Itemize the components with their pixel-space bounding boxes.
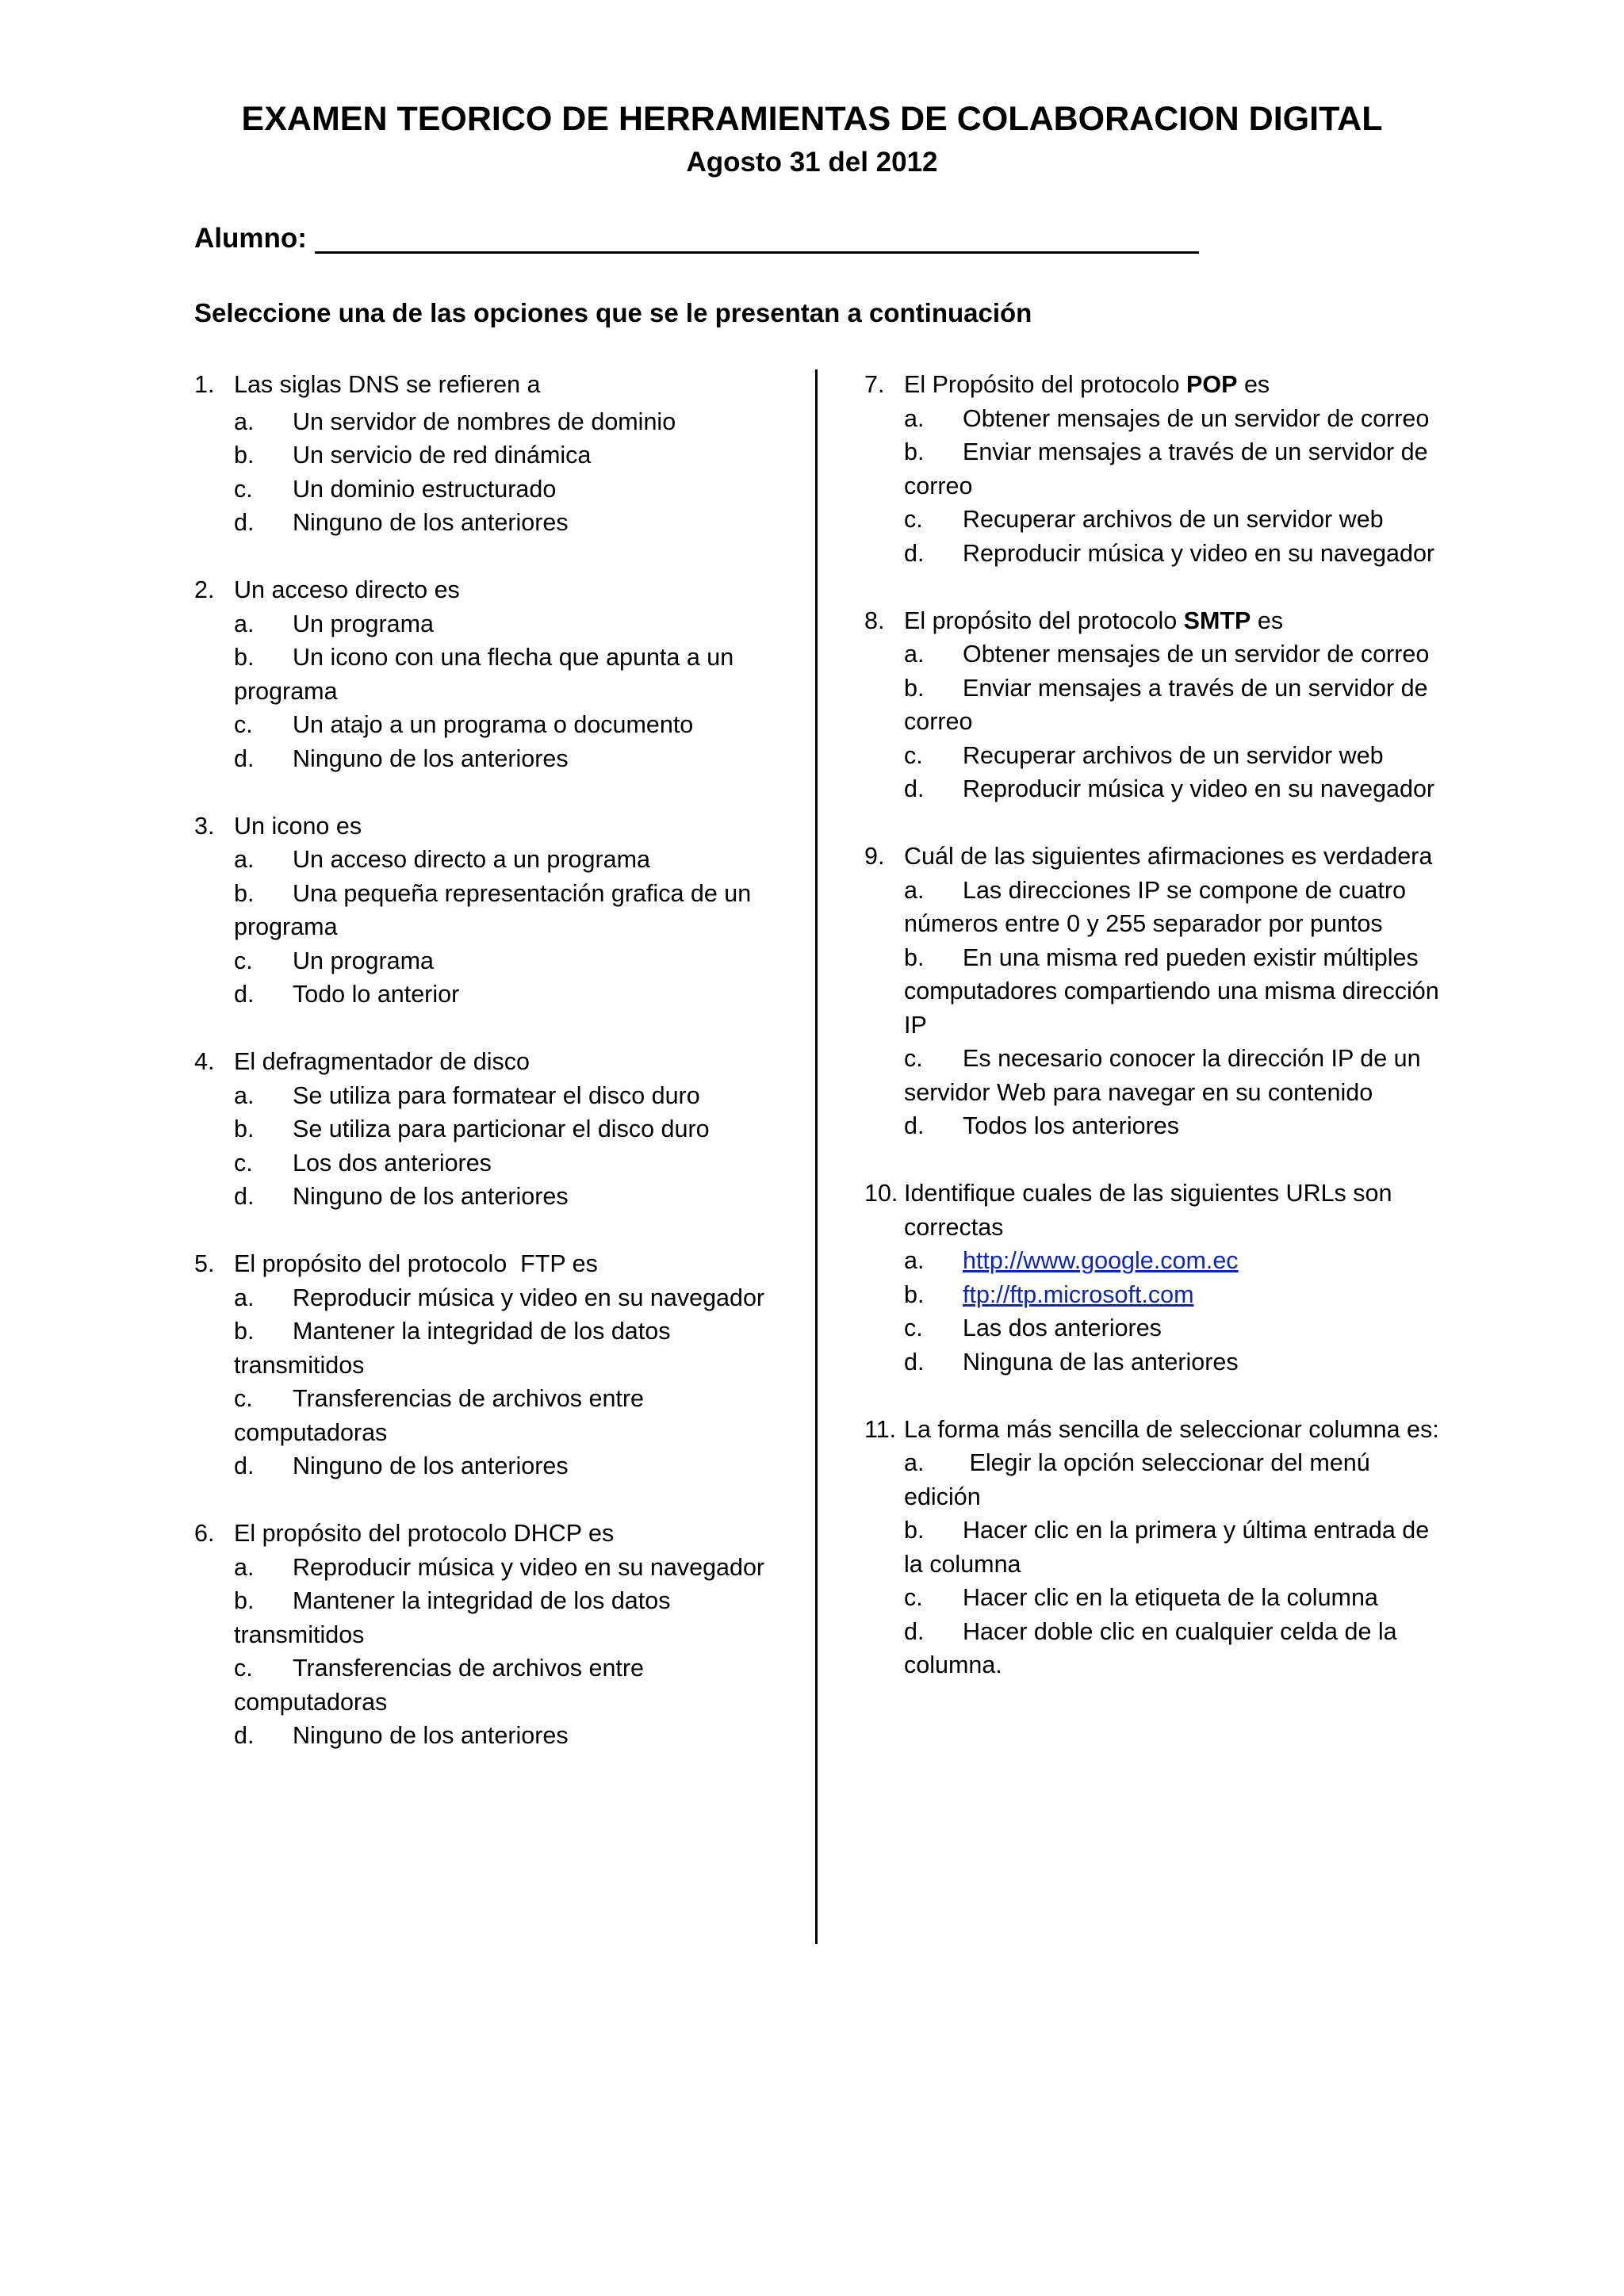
- option-text: Un acceso directo a un programa: [293, 846, 650, 873]
- option-letter: b.: [904, 438, 925, 465]
- student-label: Alumno:: [194, 223, 307, 254]
- option-letter: d.: [234, 981, 255, 1008]
- question-text: Identifique cuales de las siguientes URLs son correctas: [904, 1180, 1392, 1241]
- option-b[interactable]: [234, 1314, 793, 1382]
- option-d[interactable]: [234, 1449, 793, 1483]
- instructions: Seleccione una de las opciones que se le presentan a continuación: [194, 298, 1032, 327]
- question-number: 9.: [864, 843, 885, 870]
- option-letter: a.: [904, 404, 925, 432]
- question-number: 3.: [194, 812, 215, 840]
- question-10: [864, 1177, 1451, 1379]
- option-c[interactable]: [234, 944, 793, 978]
- question-text-part: es: [1237, 371, 1270, 398]
- option-b[interactable]: [234, 877, 793, 944]
- option-d[interactable]: [904, 772, 1451, 806]
- option-text: Obtener mensajes de un servidor de correo: [963, 404, 1430, 432]
- option-text: Transferencias de archivos entre computadoras: [234, 1655, 645, 1716]
- option-text: Las direcciones IP se compone de cuatro números entre 0 y 255 separador por puntos: [904, 876, 1406, 937]
- option-d[interactable]: [904, 1615, 1451, 1682]
- option-b[interactable]: [904, 941, 1451, 1043]
- option-text: Mantener la integridad de los datos transmitidos: [234, 1318, 671, 1379]
- question-text: La forma más sencilla de seleccionar columna es:: [904, 1415, 1439, 1443]
- option-letter: b.: [234, 644, 255, 671]
- question-text: [904, 604, 1451, 638]
- option-d[interactable]: [234, 1719, 793, 1753]
- question-11: [864, 1413, 1451, 1682]
- question-number: 10.: [864, 1180, 898, 1207]
- question-9: [864, 840, 1451, 1143]
- option-c[interactable]: [904, 1042, 1451, 1109]
- question-7: [864, 368, 1451, 570]
- option-text: Las dos anteriores: [963, 1314, 1162, 1341]
- option-letter: a.: [234, 408, 255, 435]
- option-a[interactable]: [234, 1281, 793, 1315]
- option-text: Un servidor de nombres de dominio: [293, 408, 676, 435]
- option-text: Todos los anteriores: [963, 1112, 1179, 1139]
- question-text: Un acceso directo es: [234, 576, 460, 603]
- option-c[interactable]: [904, 503, 1451, 537]
- option-letter: d.: [904, 775, 925, 802]
- option-text: Hacer clic en la primera y última entrada de la columna: [904, 1517, 1430, 1578]
- question-number: 11.: [864, 1415, 897, 1443]
- option-d[interactable]: [904, 1345, 1451, 1380]
- option-letter: d.: [904, 539, 925, 567]
- option-text: Ninguno de los anteriores: [293, 1183, 569, 1210]
- question-text-part: El propósito del protocolo: [904, 607, 1184, 634]
- option-text: Reproducir música y video en su navegador: [293, 1553, 765, 1581]
- option-b[interactable]: [234, 438, 793, 473]
- option-letter: c.: [234, 475, 253, 503]
- option-letter: b.: [904, 1517, 925, 1544]
- option-c[interactable]: [234, 473, 793, 507]
- question-text: Un icono es: [234, 812, 362, 840]
- option-a[interactable]: [904, 1446, 1451, 1513]
- option-text: Un servicio de red dinámica: [293, 442, 592, 469]
- option-letter: a.: [904, 641, 925, 668]
- option-letter: c.: [904, 1314, 923, 1341]
- option-text: Un programa: [293, 610, 434, 637]
- option-text: Ninguno de los anteriores: [293, 744, 569, 772]
- option-text: Reproducir música y video en su navegador: [293, 1284, 765, 1311]
- question-2: [194, 573, 793, 775]
- question-text: El propósito del protocolo DHCP es: [234, 1520, 615, 1547]
- option-text: Ninguno de los anteriores: [293, 1722, 569, 1749]
- option-c[interactable]: [234, 708, 793, 742]
- option-a[interactable]: [904, 402, 1451, 436]
- option-letter: d.: [234, 1722, 255, 1749]
- option-letter: b.: [234, 1318, 255, 1345]
- option-letter: c.: [234, 1385, 253, 1412]
- option-text: Recuperar archivos de un servidor web: [963, 506, 1384, 533]
- question-text: Las siglas DNS se refieren a: [234, 371, 541, 398]
- option-a[interactable]: [234, 843, 793, 877]
- question-8: [864, 604, 1451, 806]
- option-letter: b.: [904, 674, 925, 702]
- option-text: Un programa: [293, 947, 434, 974]
- option-letter: c.: [234, 1149, 253, 1177]
- option-a[interactable]: [234, 1551, 793, 1585]
- question-number: 4.: [194, 1048, 215, 1075]
- option-letter: d.: [904, 1617, 925, 1645]
- option-b[interactable]: [904, 435, 1451, 503]
- option-text: Hacer clic en la etiqueta de la columna: [963, 1584, 1378, 1611]
- option-a[interactable]: [234, 405, 793, 439]
- option-text: Un icono con una flecha que apunta a un programa: [234, 644, 734, 705]
- option-b[interactable]: [234, 1584, 793, 1651]
- option-letter: d.: [234, 509, 255, 536]
- option-d[interactable]: [234, 506, 793, 540]
- option-text: Ninguna de las anteriores: [963, 1348, 1239, 1376]
- option-text: Un dominio estructurado: [293, 475, 557, 503]
- question-text-part: El Propósito del protocolo: [904, 371, 1187, 398]
- question-number: 5.: [194, 1250, 215, 1277]
- option-letter: a.: [234, 1553, 255, 1581]
- question-3: [194, 809, 793, 1012]
- microsoft-ftp-link[interactable]: ftp://ftp.microsoft.com: [963, 1280, 1194, 1308]
- option-c[interactable]: [234, 1382, 793, 1449]
- question-number: 2.: [194, 576, 215, 603]
- option-letter: a.: [904, 876, 925, 904]
- option-letter: b.: [234, 879, 255, 907]
- question-text: El defragmentador de disco: [234, 1048, 530, 1075]
- option-letter: c.: [904, 741, 923, 769]
- option-b[interactable]: [904, 1513, 1451, 1581]
- question-number: 7.: [864, 371, 885, 398]
- option-a[interactable]: [234, 607, 793, 641]
- option-d[interactable]: [904, 1109, 1451, 1143]
- question-text: El propósito del protocolo FTP es: [234, 1250, 598, 1277]
- option-text: Enviar mensajes a través de un servidor de correo: [904, 438, 1428, 499]
- option-b[interactable]: [234, 641, 793, 708]
- option-letter: c.: [234, 711, 253, 738]
- question-number: 8.: [864, 607, 885, 634]
- option-letter: d.: [234, 744, 255, 772]
- option-text: Recuperar archivos de un servidor web: [963, 741, 1384, 769]
- option-letter: a.: [234, 846, 255, 873]
- option-d[interactable]: [234, 1180, 793, 1214]
- option-text: Hacer doble clic en cualquier celda de la columna.: [904, 1617, 1397, 1678]
- option-a[interactable]: [904, 637, 1451, 672]
- option-text: Una pequeña representación grafica de un programa: [234, 879, 752, 940]
- option-letter: b.: [234, 1587, 255, 1614]
- option-letter: a.: [904, 1247, 925, 1274]
- option-letter: d.: [904, 1348, 925, 1376]
- option-letter: c.: [234, 947, 253, 974]
- option-b[interactable]: [904, 1278, 1451, 1312]
- option-letter: c.: [904, 1584, 923, 1611]
- student-name-line[interactable]: [315, 220, 1199, 254]
- option-letter: c.: [904, 506, 923, 533]
- option-text: Reproducir música y video en su navegador: [963, 775, 1435, 802]
- question-number: 1.: [194, 371, 215, 398]
- google-url-link[interactable]: http://www.google.com.ec: [963, 1247, 1239, 1274]
- option-text: Reproducir música y video en su navegador: [963, 539, 1435, 567]
- option-text: Se utiliza para particionar el disco duro: [293, 1115, 710, 1142]
- option-text: Enviar mensajes a través de un servidor de correo: [904, 674, 1428, 735]
- option-c[interactable]: [234, 1146, 793, 1181]
- option-letter: a.: [234, 610, 255, 637]
- option-d[interactable]: [234, 978, 793, 1012]
- protocol-name: POP: [1186, 371, 1238, 398]
- option-letter: a.: [234, 1081, 255, 1109]
- question-text: Cuál de las siguientes afirmaciones es verdadera: [904, 843, 1433, 870]
- question-1: [194, 368, 793, 540]
- option-letter: b.: [904, 1280, 925, 1308]
- question-5: [194, 1247, 793, 1483]
- question-text-part: es: [1251, 607, 1284, 634]
- option-letter: d.: [234, 1452, 255, 1479]
- option-letter: c.: [904, 1045, 923, 1072]
- option-d[interactable]: [234, 742, 793, 776]
- right-column: [864, 368, 1451, 1716]
- option-text: Mantener la integridad de los datos transmitidos: [234, 1587, 671, 1648]
- option-text: Los dos anteriores: [293, 1149, 492, 1177]
- option-letter: a.: [234, 1284, 255, 1311]
- left-column: [194, 368, 793, 1786]
- option-a[interactable]: [234, 1079, 793, 1113]
- option-c[interactable]: [904, 1581, 1451, 1615]
- option-a[interactable]: [904, 874, 1451, 941]
- option-text: En una misma red pueden existir múltiples computadores compartiendo una misma dirección IP: [904, 943, 1439, 1039]
- option-c[interactable]: [904, 739, 1451, 773]
- option-c[interactable]: [904, 1311, 1451, 1345]
- option-c[interactable]: [234, 1651, 793, 1719]
- question-number: 6.: [194, 1520, 215, 1547]
- option-letter: b.: [234, 1115, 255, 1142]
- option-text: Es necesario conocer la dirección IP de un servidor Web para navegar en su contenido: [904, 1045, 1421, 1106]
- option-text: Todo lo anterior: [293, 981, 460, 1008]
- option-letter: b.: [904, 943, 925, 971]
- option-letter: d.: [234, 1183, 255, 1210]
- student-field: [194, 219, 1209, 258]
- option-text: Elegir la opción seleccionar del menú edición: [904, 1449, 1377, 1510]
- question-text: [904, 368, 1451, 402]
- option-d[interactable]: [904, 537, 1451, 571]
- column-divider: [815, 369, 818, 1944]
- option-b[interactable]: [234, 1112, 793, 1146]
- option-a[interactable]: [904, 1244, 1451, 1278]
- option-b[interactable]: [904, 672, 1451, 739]
- exam-title: EXAMEN TEORICO DE HERRAMIENTAS DE COLABORACION DIGITAL: [241, 100, 1383, 138]
- question-6: [194, 1517, 793, 1753]
- option-letter: b.: [234, 442, 255, 469]
- question-4: [194, 1045, 793, 1214]
- option-letter: d.: [904, 1112, 925, 1139]
- option-text: Ninguno de los anteriores: [293, 1452, 569, 1479]
- option-text: Se utiliza para formatear el disco duro: [293, 1081, 700, 1109]
- option-text: Obtener mensajes de un servidor de correo: [963, 641, 1430, 668]
- exam-date: Agosto 31 del 2012: [686, 147, 938, 178]
- option-letter: a.: [904, 1449, 925, 1476]
- option-text: Transferencias de archivos entre computadoras: [234, 1385, 645, 1446]
- protocol-name: SMTP: [1183, 607, 1251, 634]
- option-text: Un atajo a un programa o documento: [293, 711, 694, 738]
- option-letter: c.: [234, 1655, 253, 1682]
- option-text: Ninguno de los anteriores: [293, 509, 569, 536]
